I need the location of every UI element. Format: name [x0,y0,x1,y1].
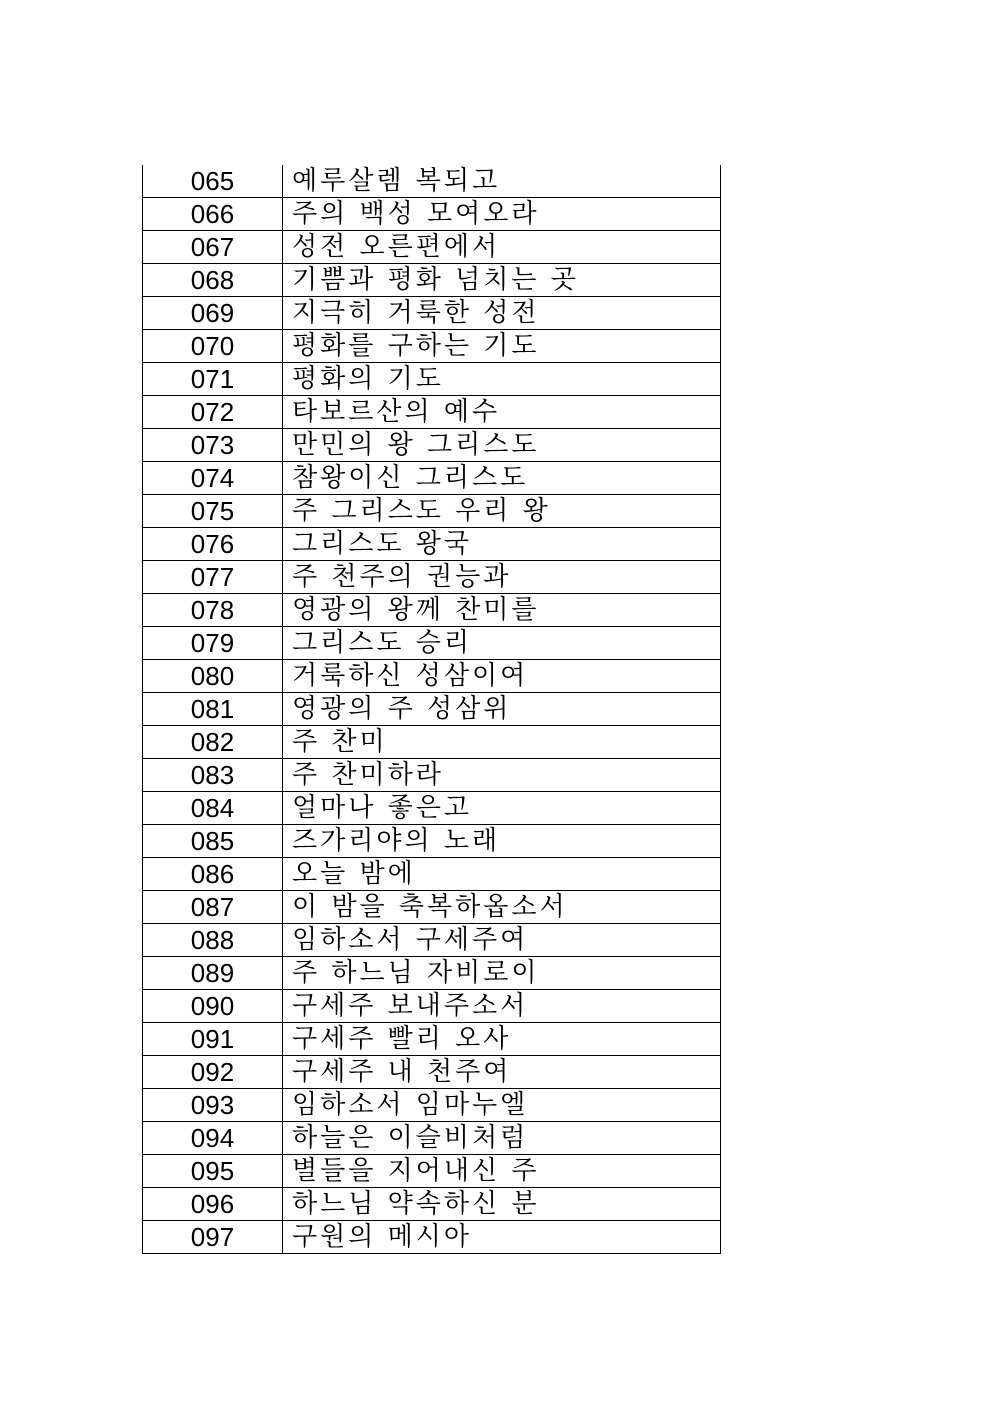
hymn-title: 주 찬미 [283,726,721,759]
hymn-number: 093 [143,1089,283,1122]
table-row [143,627,721,660]
hymn-title: 그리스도 승리 [283,627,721,660]
table-row [143,165,721,198]
table-row [143,198,721,231]
hymn-number: 068 [143,264,283,297]
hymn-title: 하느님 약속하신 분 [283,1188,721,1221]
table-row [143,693,721,726]
hymn-title: 얼마나 좋은고 [283,792,721,825]
table-row [143,858,721,891]
hymn-number: 076 [143,528,283,561]
hymn-title: 주의 백성 모여오라 [283,198,721,231]
hymn-number: 069 [143,297,283,330]
table-row [143,297,721,330]
hymn-title: 성전 오른편에서 [283,231,721,264]
hymn-number: 079 [143,627,283,660]
hymn-title: 임하소서 임마누엘 [283,1089,721,1122]
hymn-number: 075 [143,495,283,528]
hymn-title: 주 그리스도 우리 왕 [283,495,721,528]
table-row [143,330,721,363]
table-row [143,1221,721,1254]
hymn-title: 영광의 왕께 찬미를 [283,594,721,627]
hymn-title: 즈가리야의 노래 [283,825,721,858]
hymn-title: 주 찬미하라 [283,759,721,792]
hymn-title: 예루살렘 복되고 [283,165,721,198]
hymn-number: 078 [143,594,283,627]
hymn-title: 구원의 메시아 [283,1221,721,1254]
table-row [143,759,721,792]
hymn-table-body [143,165,721,1254]
table-row [143,726,721,759]
hymn-title: 이 밤을 축복하옵소서 [283,891,721,924]
hymn-number: 096 [143,1188,283,1221]
table-row [143,1188,721,1221]
hymn-number: 074 [143,462,283,495]
hymn-title: 구세주 내 천주여 [283,1056,721,1089]
hymn-number: 094 [143,1122,283,1155]
hymn-title: 구세주 보내주소서 [283,990,721,1023]
hymn-number: 092 [143,1056,283,1089]
table-row [143,825,721,858]
hymn-title: 영광의 주 성삼위 [283,693,721,726]
table-row [143,792,721,825]
hymn-title: 기쁨과 평화 넘치는 곳 [283,264,721,297]
table-row [143,1023,721,1056]
hymn-title: 하늘은 이슬비처럼 [283,1122,721,1155]
hymn-title: 오늘 밤에 [283,858,721,891]
hymn-title: 주 천주의 권능과 [283,561,721,594]
hymn-number: 087 [143,891,283,924]
table-row [143,264,721,297]
hymn-title: 평화의 기도 [283,363,721,396]
table-row [143,528,721,561]
hymn-title: 타보르산의 예수 [283,396,721,429]
table-row [143,462,721,495]
hymn-number: 065 [143,165,283,198]
table-row [143,363,721,396]
hymn-number: 080 [143,660,283,693]
hymn-number: 067 [143,231,283,264]
hymn-number: 066 [143,198,283,231]
table-row [143,1122,721,1155]
hymn-number: 095 [143,1155,283,1188]
table-row [143,429,721,462]
hymn-number: 071 [143,363,283,396]
table-row [143,1089,721,1122]
hymn-number: 089 [143,957,283,990]
table-row [143,1155,721,1188]
hymn-number: 081 [143,693,283,726]
hymn-number: 083 [143,759,283,792]
hymn-number: 082 [143,726,283,759]
table-row [143,924,721,957]
hymn-number: 073 [143,429,283,462]
hymn-number: 077 [143,561,283,594]
hymn-title: 별들을 지어내신 주 [283,1155,721,1188]
table-row [143,495,721,528]
hymn-title: 참왕이신 그리스도 [283,462,721,495]
hymn-number: 072 [143,396,283,429]
hymn-number: 084 [143,792,283,825]
hymn-number: 070 [143,330,283,363]
hymn-title: 주 하느님 자비로이 [283,957,721,990]
hymn-number: 086 [143,858,283,891]
hymn-number: 097 [143,1221,283,1254]
hymn-title: 구세주 빨리 오사 [283,1023,721,1056]
hymn-title: 거룩하신 성삼이여 [283,660,721,693]
table-row [143,561,721,594]
hymn-number: 090 [143,990,283,1023]
hymn-title: 평화를 구하는 기도 [283,330,721,363]
table-row [143,594,721,627]
table-row [143,660,721,693]
table-row [143,891,721,924]
hymn-number: 091 [143,1023,283,1056]
hymn-index-table [142,165,721,1254]
hymn-title: 지극히 거룩한 성전 [283,297,721,330]
hymn-number: 085 [143,825,283,858]
hymn-number: 088 [143,924,283,957]
table-row [143,957,721,990]
table-row [143,231,721,264]
table-row [143,396,721,429]
hymn-title: 임하소서 구세주여 [283,924,721,957]
hymn-title: 만민의 왕 그리스도 [283,429,721,462]
hymn-title: 그리스도 왕국 [283,528,721,561]
table-row [143,990,721,1023]
table-row [143,1056,721,1089]
